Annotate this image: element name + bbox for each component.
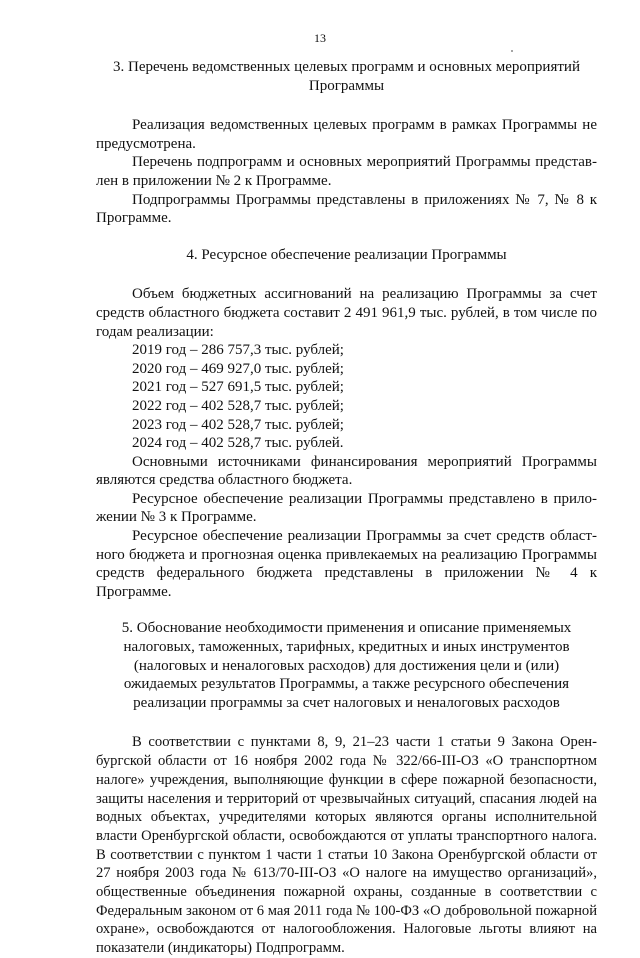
budget-year-item: 2020 год – 469 927,0 тыс. рублей; [132,360,344,377]
section-5-paragraph: В соответствии с пунктами 8, 9, 21–23 части 1 статьи 9 Закона Оренбургской области от 16 ноября 2002 года № 322/66-III-ОЗ «О транспортном налоге» учреждения, выполняющие функции в сфере пожарной безопасности, защиты населения и территорий от чрезвычайных ситуаций, спасания людей на водных объектах, учредителями которых являются органы исполнительной власти Оренбургской области, освобождаются от уплаты транспортного налога. В соответствии с пунктом 1 части 1 статьи 10 Закона Оренбургской области от 27 ноября 2003 года № 613/70-III-ОЗ «О налоге на имущество организаций», общественные объединения пожарной охраны, созданные в соответствии с Федеральным законом от 6 мая 2011 года № 100-ФЗ «О добровольной пожарной охране», освобождаются от налогообложения. Налоговые льготы влияют на показатели (индикаторы) Подпрограмм. [96,734,598,957]
section-5 [96,619,597,957]
section-3-heading: 3. Перечень ведомственных целевых программ и основных мероприятий Программы [113,59,580,94]
section-3-paragraph-3: Подпрограммы Программы представлены в приложениях № 7, № 8 к Программе. [96,191,597,227]
budget-year-item: 2022 год – 402 528,7 тыс. рублей; [132,397,344,414]
budget-year-item: 2023 год – 402 528,7 тыс. рублей; [132,416,344,433]
scan-speck [511,50,513,52]
budget-year-item: 2024 год – 402 528,7 тыс. рублей. [132,435,344,452]
document-body [96,58,597,958]
section-4 [96,246,597,602]
budget-year-item: 2021 год – 527 691,5 тыс. рублей; [132,379,344,396]
section-5-heading: 5. Обоснование необходимости применения и описание применяемых налоговых, таможенных, тарифных, кредитных и иных инструментов (налоговых и неналоговых расходов) для достижения цели и (или) ожидаемых результатов Программы, а также ресурсного обеспечения реализации программы за счет налоговых и неналоговых расходов [121,620,572,711]
budget-by-year-list [96,341,597,453]
section-4-heading: 4. Ресурсное обеспечение реализации Программы [186,246,507,263]
section-4-paragraph-2: Ресурсное обеспечение реализации Программы представлено в приложении № 3 к Программе. [96,490,597,526]
budget-year-item: 2019 год – 286 757,3 тыс. рублей; [132,342,344,359]
section-4-paragraph-1: Основными источниками финансирования мероприятий Программы являются средства областного бюджета. [96,453,597,489]
page-number: 13 [314,31,326,45]
section-3-paragraph-2: Перечень подпрограмм и основных мероприятий Программы представлен в приложении № 2 к Программе. [96,154,597,189]
section-3 [96,58,597,228]
section-4-intro: Объем бюджетных ассигнований на реализацию Программы за счет средств областного бюджета составит 2 491 961,9 тыс. рублей, в том числе по годам реализации: [96,286,597,340]
section-3-paragraph-1: Реализация ведомственных целевых программ в рамках Программы не предусмотрена. [96,117,597,152]
section-4-paragraph-3: Ресурсное обеспечение реализации Программы за счет средств областного бюджета и прогнозная оценка привлекаемых на реализацию Программы средств федерального бюджета представлены в приложении № 4 к Программе. [96,528,597,600]
